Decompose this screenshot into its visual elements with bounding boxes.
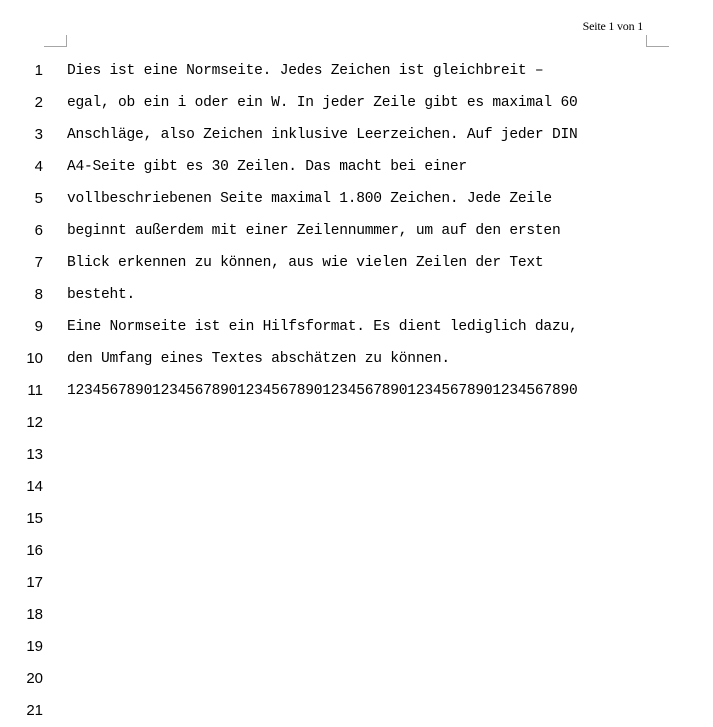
document-line: [0, 343, 713, 375]
line-number: 15: [26, 510, 43, 527]
line-text[interactable]: den Umfang eines Textes abschätzen zu können.: [67, 351, 450, 367]
margin-corner-mark-left: [44, 35, 67, 47]
document-line: [0, 631, 713, 663]
document-line: [0, 471, 713, 503]
line-text[interactable]: Blick erkennen zu können, aus wie vielen Zeilen der Text: [67, 255, 544, 271]
document-body[interactable]: [0, 55, 713, 727]
document-line: [0, 407, 713, 439]
margin-corner-mark-right: [646, 35, 669, 47]
line-number: 1: [34, 62, 43, 79]
line-text[interactable]: Eine Normseite ist ein Hilfsformat. Es dient lediglich dazu,: [67, 319, 578, 335]
line-number: 19: [26, 638, 43, 655]
line-number: 13: [26, 446, 43, 463]
line-number: 14: [26, 478, 43, 495]
document-line: [0, 247, 713, 279]
document-line: [0, 279, 713, 311]
line-number: 10: [26, 350, 43, 367]
line-number: 18: [26, 606, 43, 623]
document-line: [0, 311, 713, 343]
line-number: 20: [26, 670, 43, 687]
line-number: 12: [26, 414, 43, 431]
document-line: [0, 375, 713, 407]
document-line: [0, 439, 713, 471]
document-line: [0, 535, 713, 567]
line-number: 8: [34, 286, 43, 303]
line-text[interactable]: A4-Seite gibt es 30 Zeilen. Das macht bei einer: [67, 159, 467, 175]
line-number: 16: [26, 542, 43, 559]
line-number: 7: [34, 254, 43, 271]
document-line: [0, 215, 713, 247]
page-indicator: Seite 1 von 1: [582, 19, 643, 33]
line-number: 17: [26, 574, 43, 591]
document-line: [0, 663, 713, 695]
document-line: [0, 151, 713, 183]
document-line: [0, 55, 713, 87]
line-number: 6: [34, 222, 43, 239]
line-number: 9: [34, 318, 43, 335]
document-line: [0, 503, 713, 535]
document-line: [0, 695, 713, 727]
line-text[interactable]: vollbeschriebenen Seite maximal 1.800 Zeichen. Jede Zeile: [67, 191, 552, 207]
line-text[interactable]: besteht.: [67, 287, 136, 303]
line-number: 5: [34, 190, 43, 207]
line-number: 4: [34, 158, 43, 175]
line-number: 21: [26, 702, 43, 719]
line-text[interactable]: 123456789012345678901234567890123456789012345678901234567890: [67, 383, 578, 399]
line-number: 11: [27, 382, 43, 399]
document-line: [0, 599, 713, 631]
line-text[interactable]: egal, ob ein i oder ein W. In jeder Zeile gibt es maximal 60: [67, 95, 578, 111]
line-number: 3: [34, 126, 43, 143]
line-text[interactable]: beginnt außerdem mit einer Zeilennummer, um auf den ersten: [67, 223, 561, 239]
document-line: [0, 183, 713, 215]
line-text[interactable]: Anschläge, also Zeichen inklusive Leerzeichen. Auf jeder DIN: [67, 127, 578, 143]
line-number: 2: [34, 94, 43, 111]
document-line: [0, 567, 713, 599]
line-text[interactable]: Dies ist eine Normseite. Jedes Zeichen ist gleichbreit –: [67, 63, 544, 79]
document-line: [0, 119, 713, 151]
document-line: [0, 87, 713, 119]
